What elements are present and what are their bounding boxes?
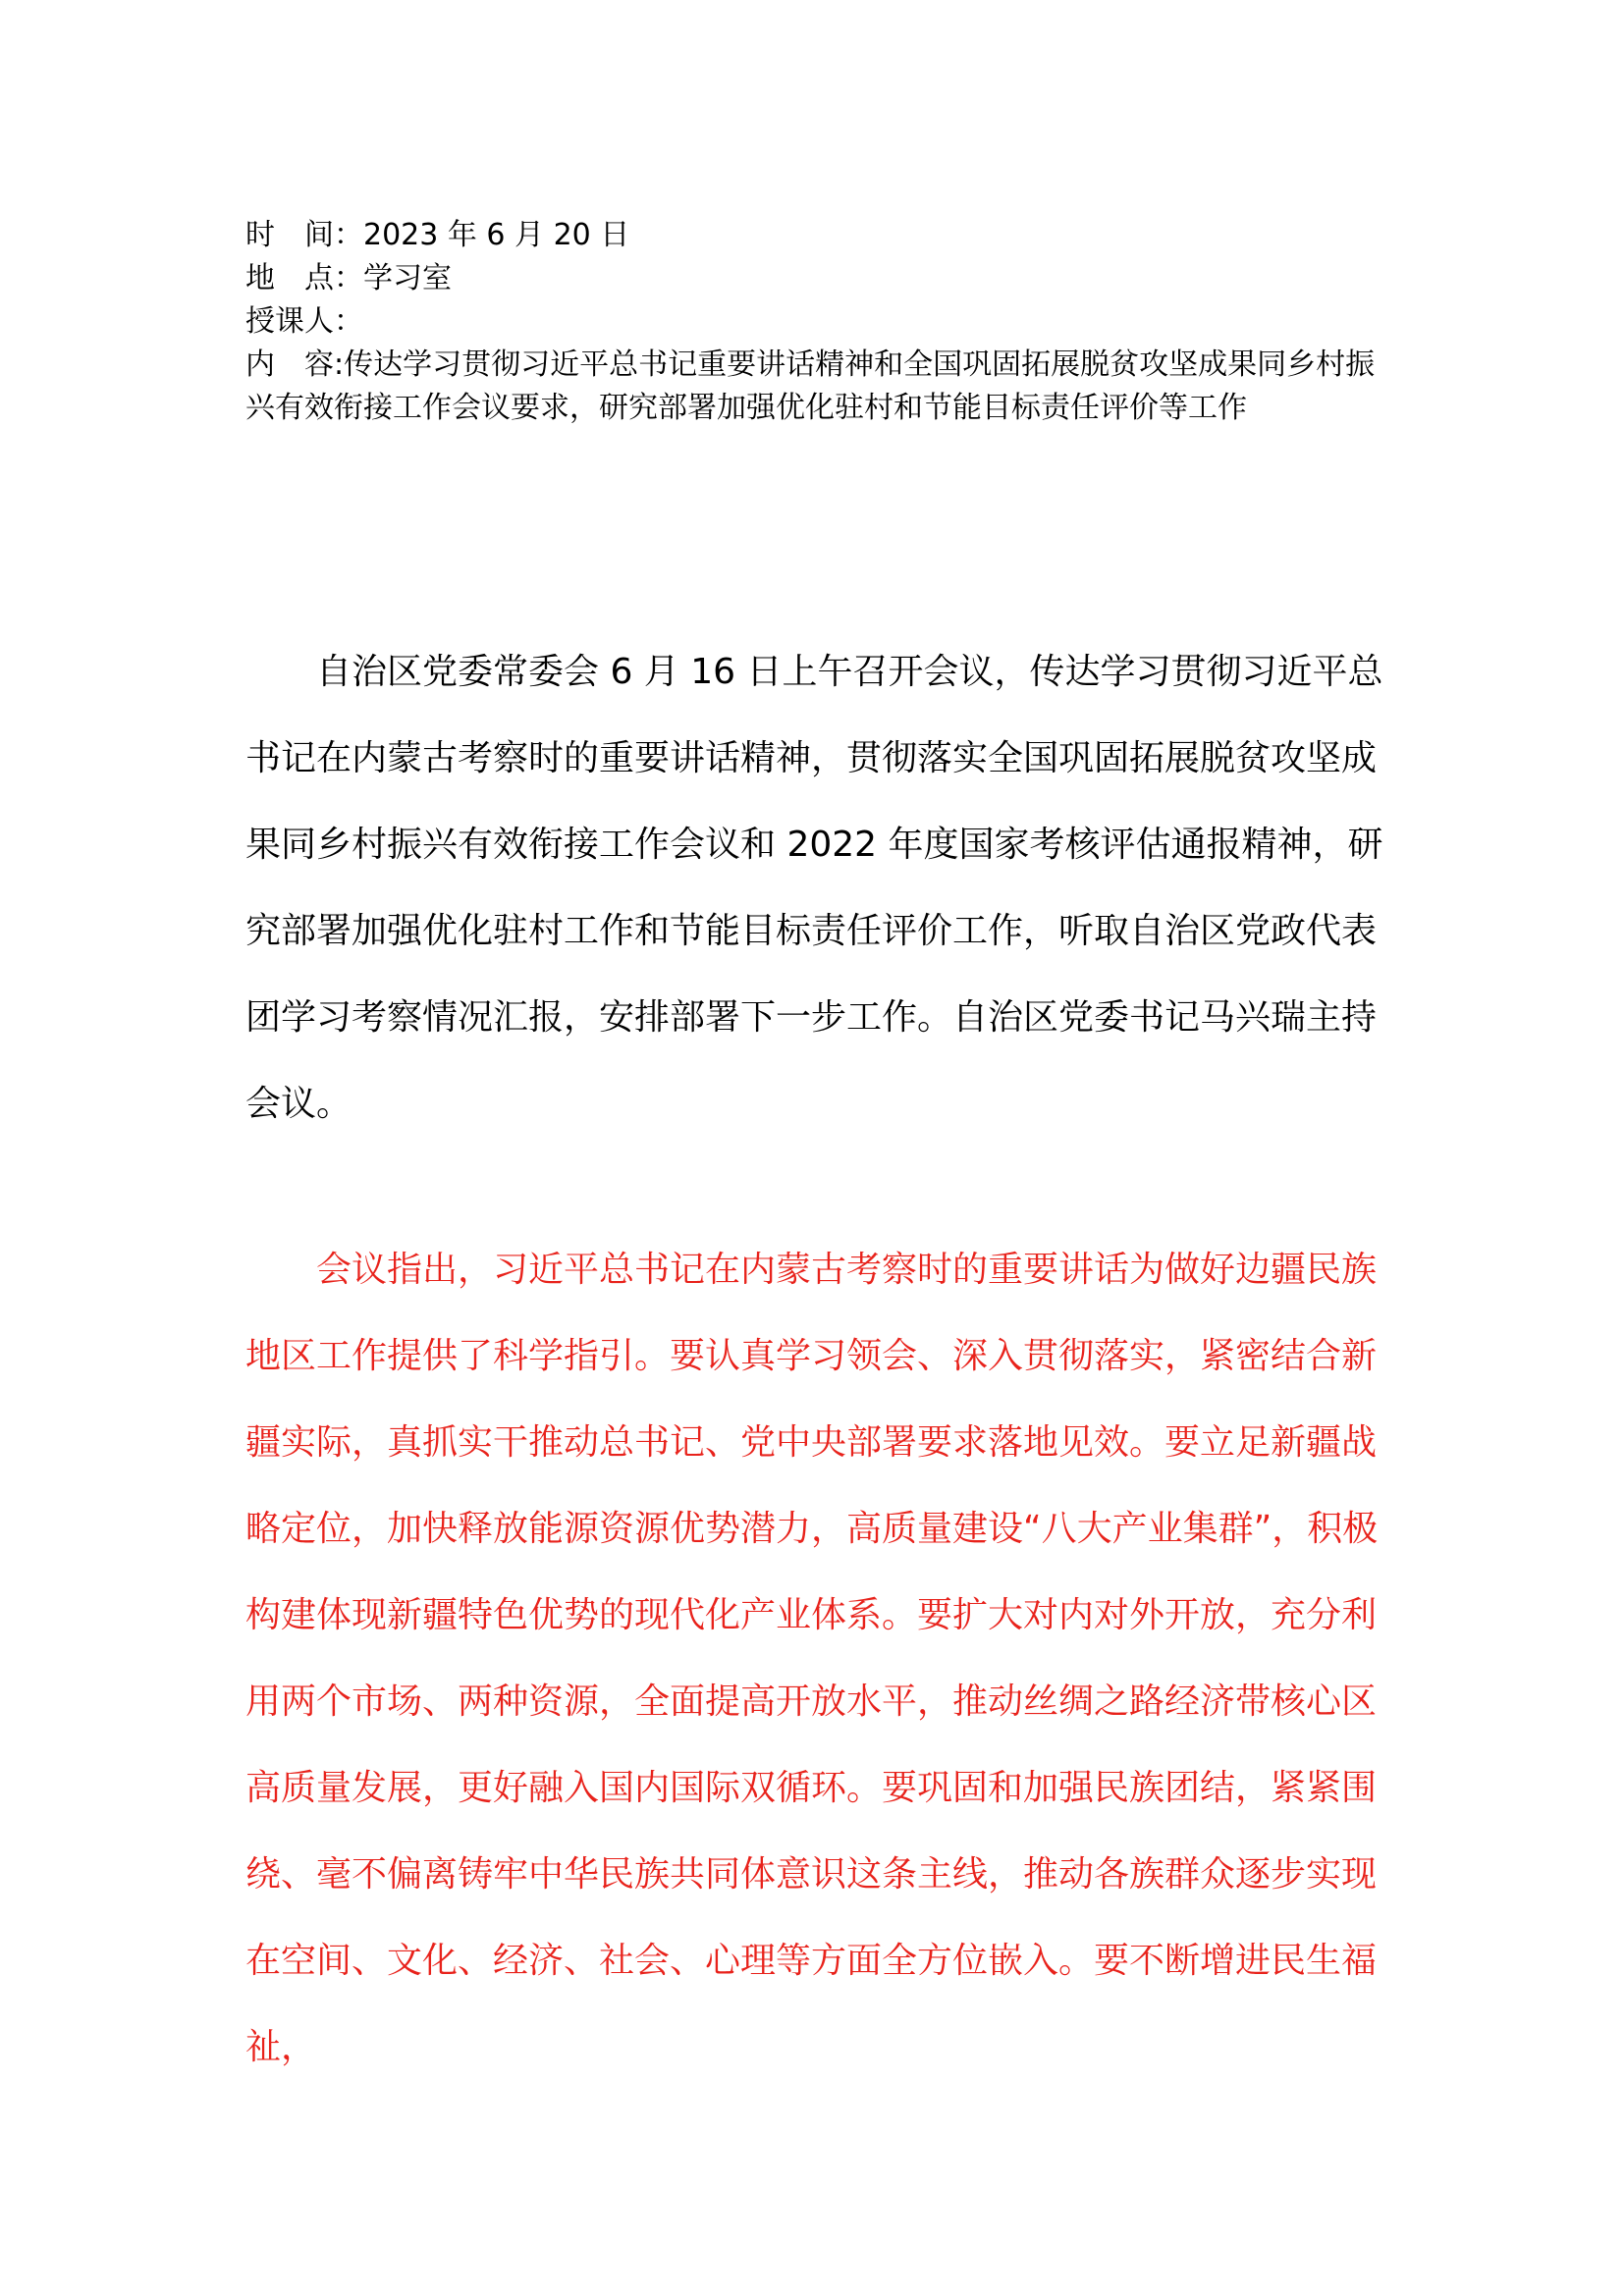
meeting-time: 时 间：2023 年 6 月 20 日	[245, 218, 630, 252]
meeting-place: 地 点：学习室	[245, 261, 452, 295]
body-paragraph-1: 自治区党委常委会 6 月 16 日上午召开会议，传达学习贯彻习近平总书记在内蒙古考察时的重要讲话精神，贯彻落实全国巩固拓展脱贫攻坚成果同乡村振兴有效衔接工作会议和 2022 年度国家考核评估通报精神，研究部署加强优化驻村工作和节能目标责任评价工作，听取自治区党政代表团学习考察情况汇报，安排部署下一步工作。自治区党委书记马兴瑞主持会议。	[245, 652, 1383, 1124]
meeting-info-header	[245, 214, 1384, 430]
body-paragraph-2: 会议指出，习近平总书记在内蒙古考察时的重要讲话为做好边疆民族地区工作提供了科学指引。要认真学习领会、深入贯彻落实，紧密结合新疆实际，真抓实干推动总书记、党中央部署要求落地见效。要立足新疆战略定位，加快释放能源资源优势潜力，高质量建设“八大产业集群”，积极构建体现新疆特色优势的现代化产业体系。要扩大对内对外开放，充分利用两个市场、两种资源，全面提高开放水平，推动丝绸之路经济带核心区高质量发展，更好融入国内国际双循环。要巩固和加强民族团结，紧紧围绕、毫不偏离铸牢中华民族共同体意识这条主线，推动各族群众逐步实现在空间、文化、经济、社会、心理等方面全方位嵌入。要不断增进民生福祉，	[245, 1250, 1379, 2067]
meeting-content: 内 容:传达学习贯彻习近平总书记重要讲话精神和全国巩固拓展脱贫攻坚成果同乡村振兴有效衔接工作会议要求，研究部署加强优化驻村和节能目标责任评价等工作	[245, 347, 1376, 425]
meeting-lecturer: 授课人：	[245, 304, 363, 339]
